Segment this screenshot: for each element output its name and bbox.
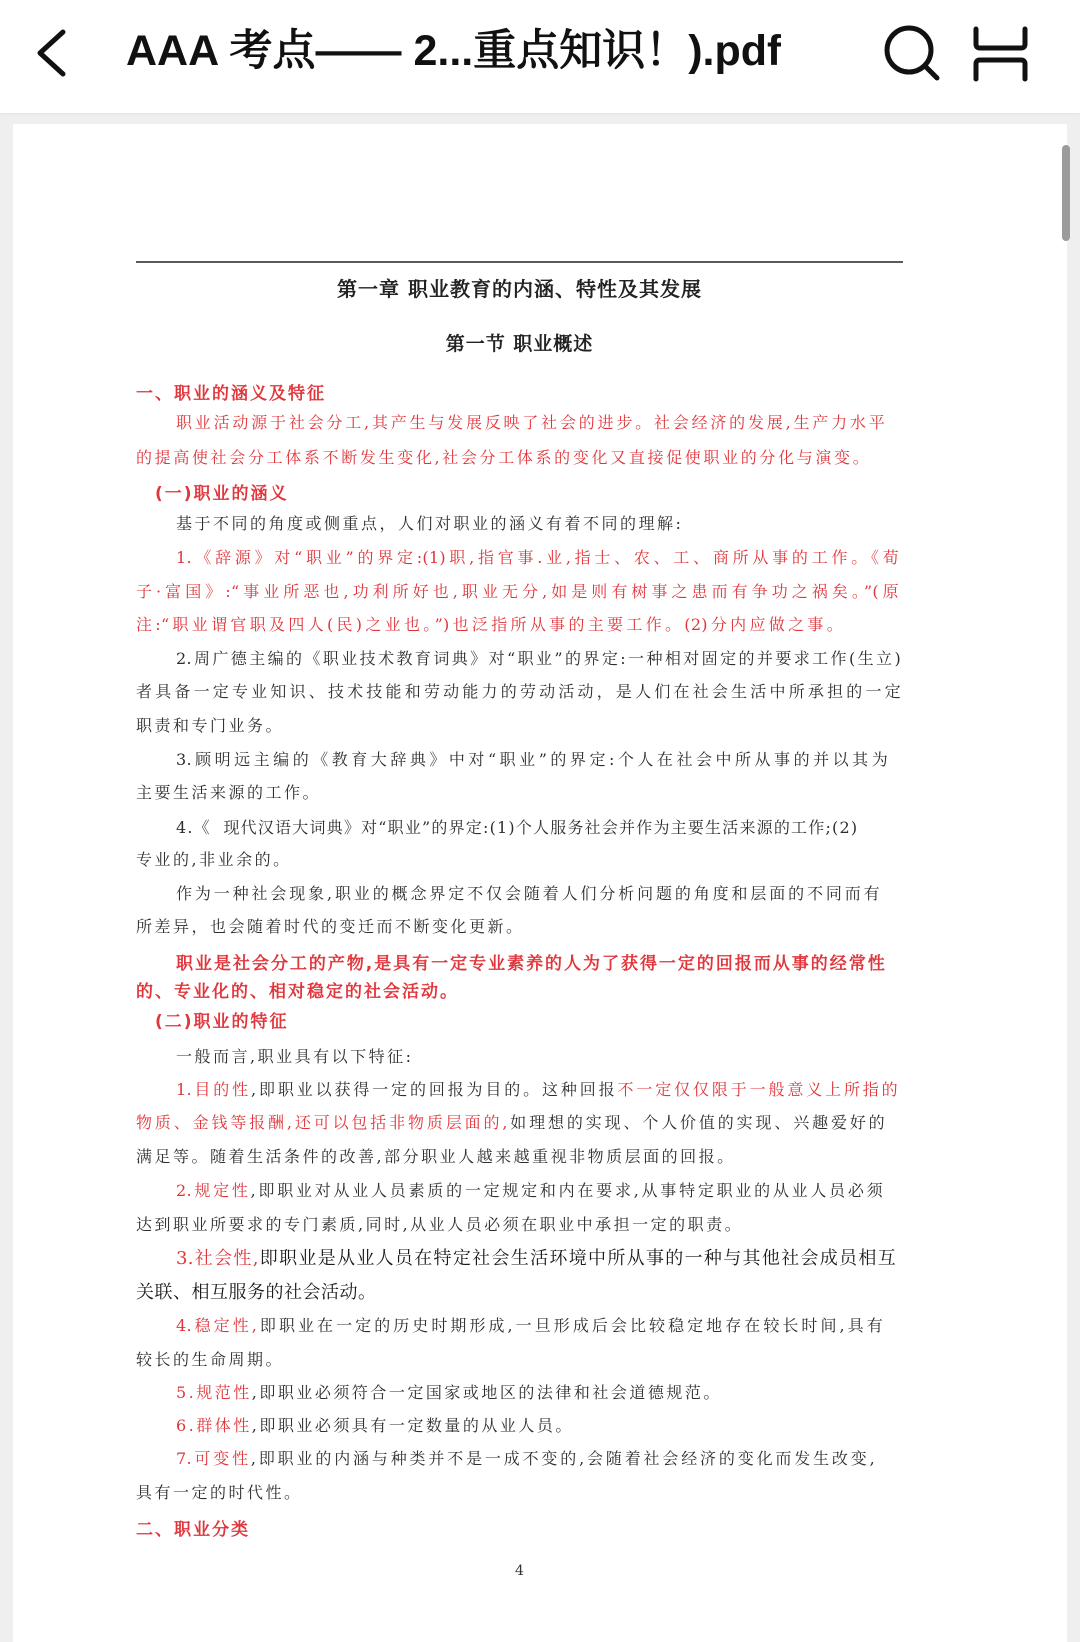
section-heading: 一、职业的涵义及特征: [136, 384, 326, 404]
back-button[interactable]: [30, 22, 76, 84]
section-heading: 二、职业分类: [136, 1520, 250, 1540]
highlighted-text: 2.规定性: [176, 1181, 251, 1200]
text-line: [176, 1446, 875, 1472]
highlighted-text: 3.社会性,: [176, 1248, 259, 1269]
document-title: AAA 考点—— 2...重点知识！).pdf: [126, 27, 782, 75]
highlighted-text: 不一定仅仅限于一般意义上所指的: [617, 1080, 898, 1099]
top-toolbar: [0, 0, 1080, 113]
text-line: 具有一定的时代性。: [136, 1483, 303, 1502]
text-line: 的提高使社会分工体系不断发生变化,社会分工体系的变化又直接促使职业的分化与演变。: [136, 448, 869, 467]
text-line: 一般而言,职业具有以下特征:: [176, 1047, 414, 1066]
text-line: 关联、相互服务的社会活动。: [136, 1282, 377, 1303]
pdf-page[interactable]: [13, 124, 1067, 1642]
body-text: ,即职业的内涵与种类并不是一成不变的,会随着社会经济的变化而发生改变,: [250, 1449, 875, 1468]
text-line: [136, 1110, 885, 1136]
text-line: 达到职业所要求的专门素质,同时,从业人员必须在职业中承担一定的职责。: [136, 1215, 744, 1234]
text-line: 职责和专门业务。: [136, 716, 285, 735]
text-line: 满足等。随着生活条件的改善,部分职业人越来越重视非物质层面的回报。: [136, 1147, 736, 1166]
body-text: 如理想的实现、个人价值的实现、兴趣爱好的: [507, 1113, 885, 1132]
body-text: ,即职业必须符合一定国家或地区的法律和社会道德规范。: [251, 1383, 722, 1402]
text-line: 注:“职业谓官职及四人(民)之业也。”)也泛指所从事的主要工作。(2)分内应做之事。: [136, 615, 843, 634]
subsection-heading: (一)职业的涵义: [155, 484, 289, 504]
search-icon: [880, 20, 944, 84]
highlighted-text: 物质、金钱等报酬,还可以包括非物质层面的,: [136, 1113, 508, 1132]
text-line: 3.顾明远主编的《教育大辞典》中对“职业”的界定:个人在社会中所从事的并以其为: [176, 750, 888, 769]
menu-button[interactable]: [968, 22, 1032, 86]
text-line: 4.《 现代汉语大词典》对“职业”的界定:(1)个人服务社会并作为主要生活来源的工作;(2): [176, 818, 859, 837]
text-line: 职业活动源于社会分工,其产生与发展反映了社会的进步。社会经济的发展,生产力水平: [176, 413, 885, 432]
text-line: 所差异，也会随着时代的变迁而不断变化更新。: [136, 917, 525, 936]
text-line: 专业的,非业余的。: [136, 850, 292, 869]
chapter-title: 第一章 职业教育的内涵、特性及其发展: [337, 277, 702, 301]
text-line: 者具备一定专业知识、技术技能和劳动能力的劳动活动，是人们在社会生活中所承担的一定: [136, 682, 901, 701]
section-title: 第一节 职业概述: [445, 333, 594, 355]
highlighted-text: 4.稳定性,: [176, 1316, 258, 1335]
definition-line: 的、专业化的、相对稳定的社会活动。: [136, 982, 459, 1002]
highlighted-text: 7.可变性: [176, 1449, 251, 1468]
text-line: 主要生活来源的工作。: [136, 783, 322, 802]
text-line: [176, 1178, 883, 1204]
text-line: [176, 1413, 574, 1439]
text-line: 1.《辞源》对“职业”的界定:(1)职,指官事.业,指士、农、工、商所从事的工作。《荀: [176, 548, 899, 567]
body-text: ,即职业必须具有一定数量的从业人员。: [251, 1416, 574, 1435]
body-text: 即职业在一定的历史时期形成,一旦形成后会比较稳定地存在较长时间,具有: [257, 1316, 884, 1335]
text-line: 基于不同的角度或侧重点，人们对职业的涵义有着不同的理解:: [176, 514, 684, 533]
text-line: 作为一种社会现象,职业的概念界定不仅会随着人们分析问题的角度和层面的不同而有: [176, 884, 880, 903]
text-line: [176, 1246, 896, 1272]
subsection-heading: (二)职业的特征: [155, 1012, 289, 1032]
text-line: [176, 1313, 883, 1339]
text-line: [176, 1077, 898, 1103]
highlighted-text: 5.规范性: [176, 1383, 252, 1402]
text-line: [176, 1380, 722, 1406]
scrollbar-thumb[interactable]: [1062, 145, 1070, 241]
body-text: ,即职业以获得一定的回报为目的。这种回报: [251, 1080, 618, 1099]
definition-line: 职业是社会分工的产物,是具有一定专业素养的人为了获得一定的回报而从事的经常性: [176, 954, 885, 974]
text-line: 2.周广德主编的《职业技术教育词典》对“职业”的界定:一种相对固定的并要求工作(生立): [176, 649, 901, 668]
menu-icon: [968, 22, 1032, 86]
text-line: 子·富国》:“事业所恶也,功利所好也,职业无分,如是则有树事之患而有争功之祸矣。”(原: [136, 582, 899, 601]
search-button[interactable]: [880, 20, 944, 84]
chevron-left-icon: [30, 22, 76, 84]
highlighted-text: 6.群体性: [176, 1416, 252, 1435]
page-number: 4: [515, 1563, 524, 1579]
body-text: ,即职业对从业人员素质的一定规定和内在要求,从事特定职业的从业人员必须: [250, 1181, 883, 1200]
header-rule: [136, 261, 903, 263]
text-line: 较长的生命周期。: [136, 1350, 285, 1369]
body-text: 即职业是从业人员在特定社会生活环境中所从事的一种与其他社会成员相互: [258, 1248, 896, 1269]
highlighted-text: 1.目的性: [176, 1080, 252, 1099]
